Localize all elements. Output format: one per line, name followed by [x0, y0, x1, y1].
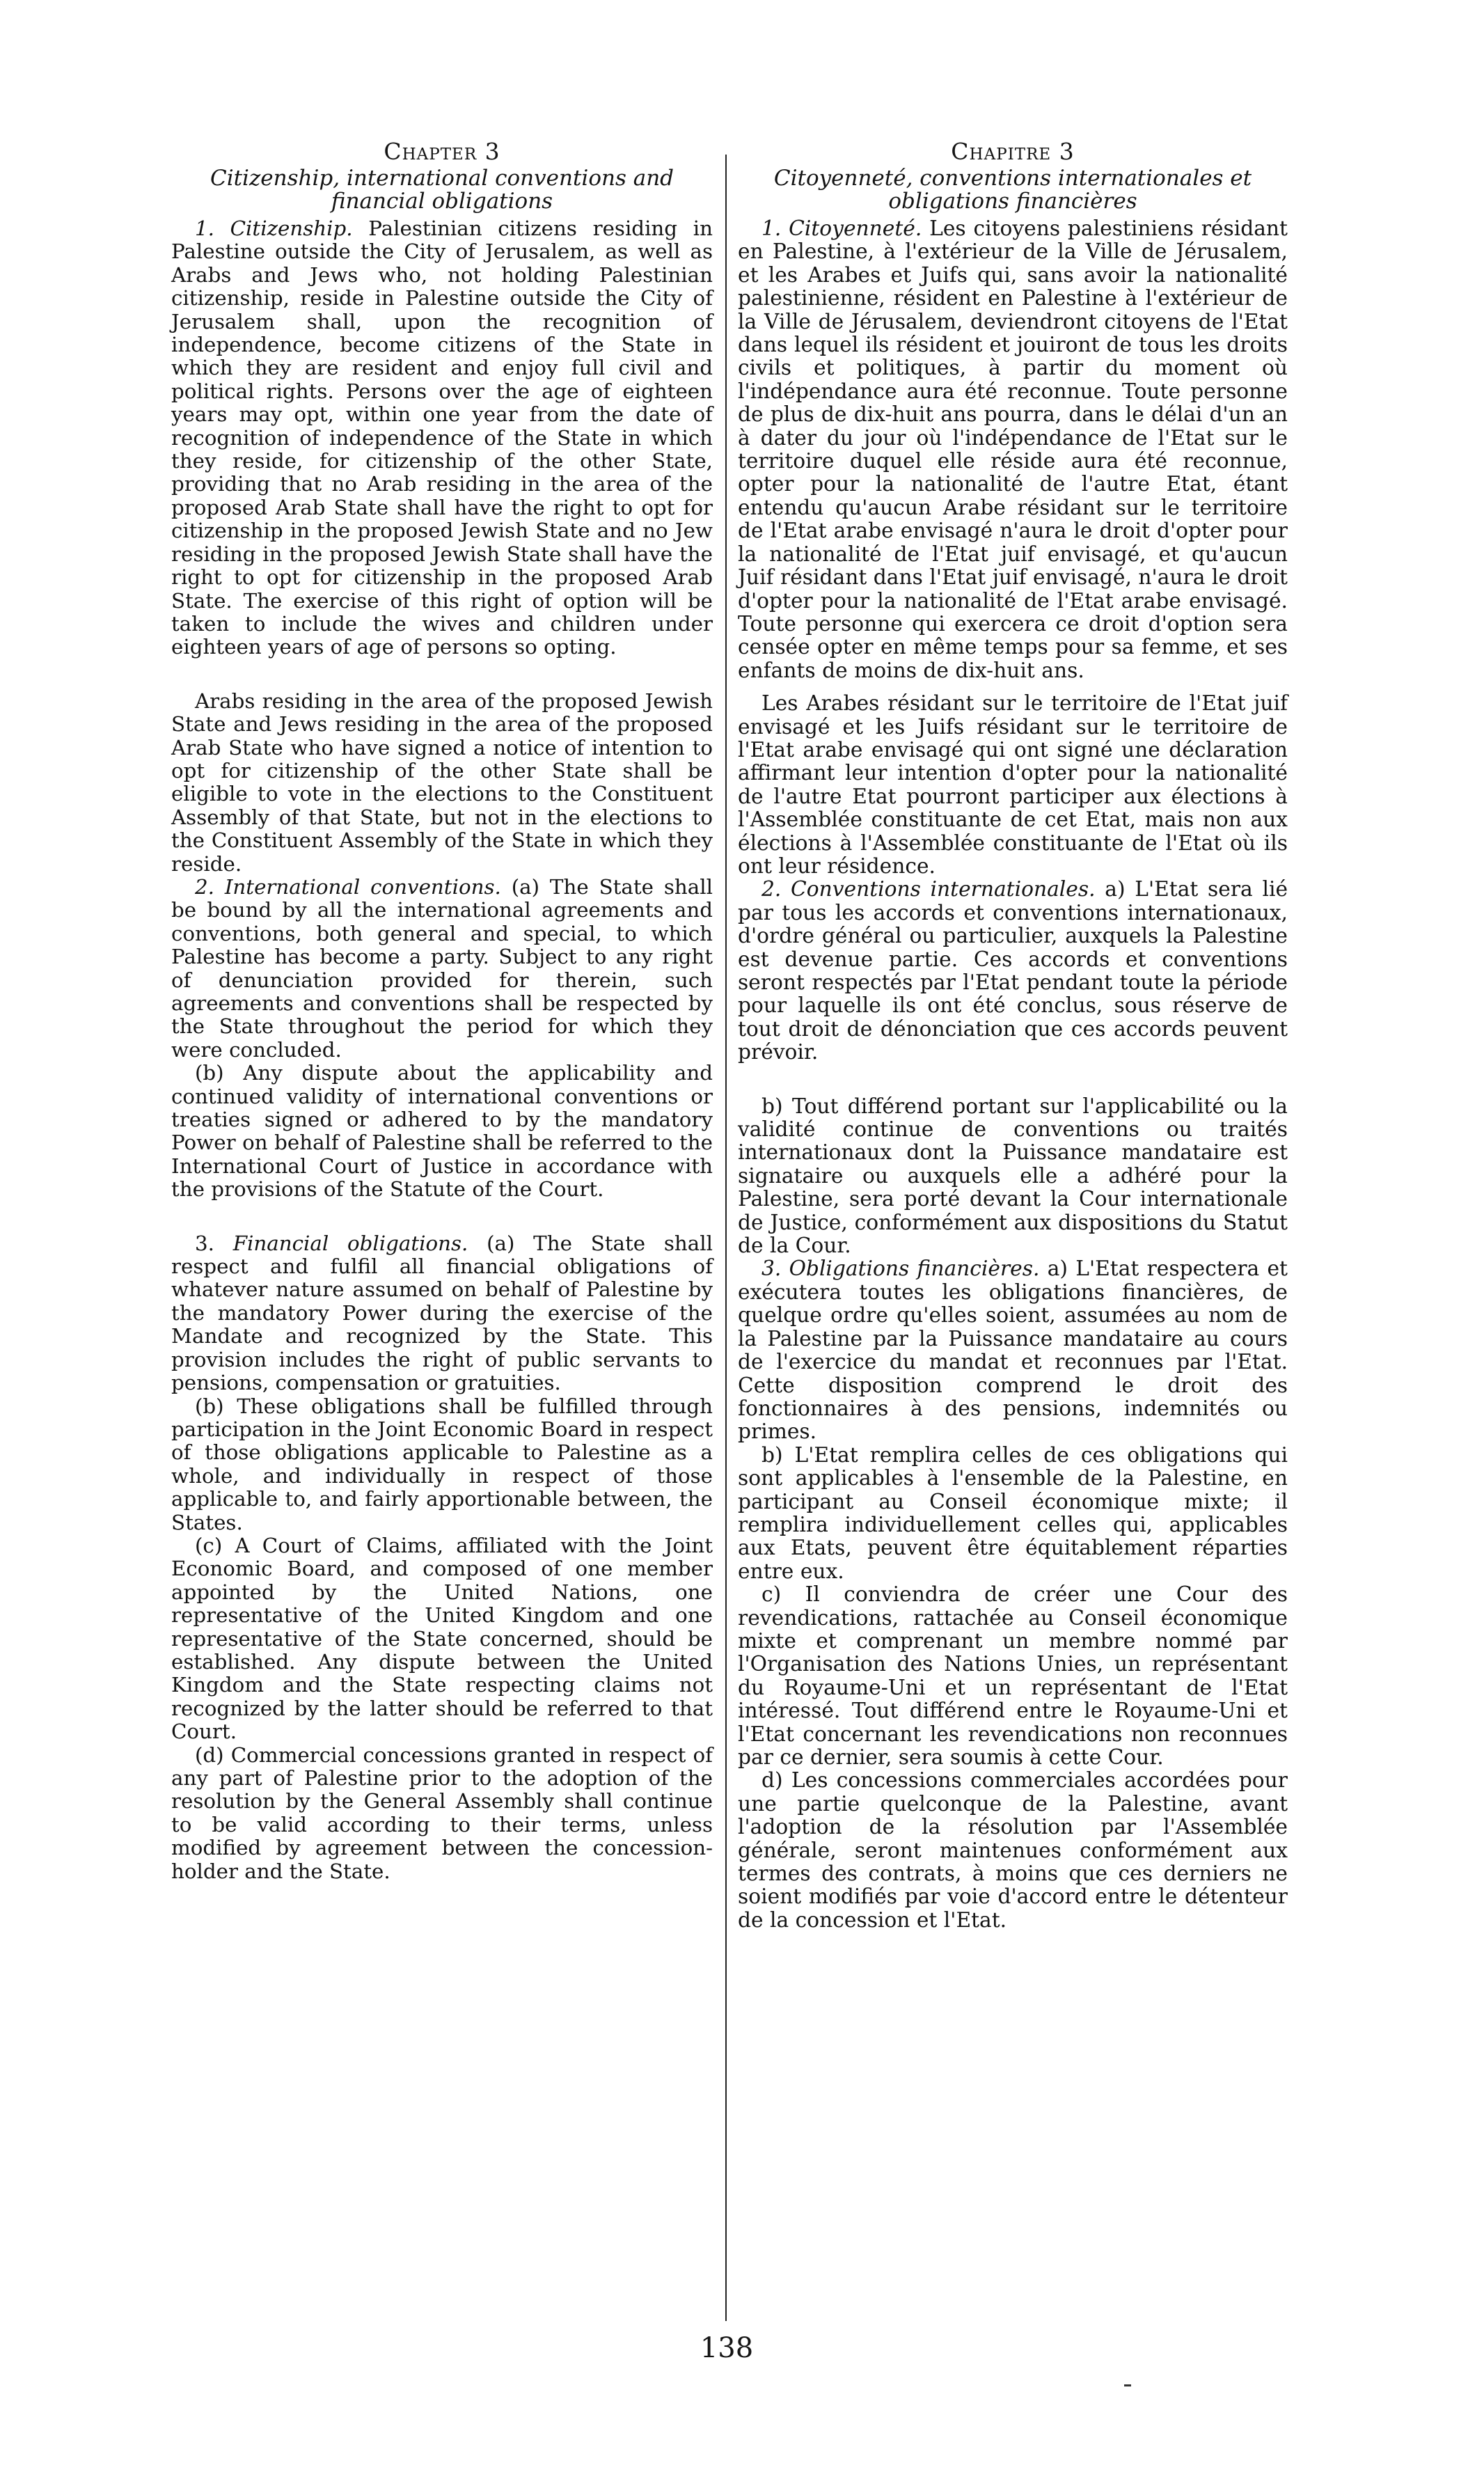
- chapter-heading: Chapter 3: [384, 138, 500, 165]
- paragraph-text: a) L'Etat sera lié par tous les accords et conventions internationaux, d'ordre général ou particulier, auxquels la Palestine est devenue partie. Ces accords et conventions seront respectés par l'Etat pendant toute la période pour laquelle ils ont été conclus, sous réserve de tout droit de dénonciation que ces accords peuvent prévoir.: [738, 877, 1288, 1065]
- paragraph-obligations-d: d) Les concessions commerciales accordées pour une partie quelconque de la Palestine, avant l'adoption de la résolution par l'Assemblée générale, seront maintenues conformément aux termes des contrats, à moins que ces derniers ne soient modifiés par voie d'accord entre le détenteur de la concession et l'Etat.: [738, 1768, 1288, 1933]
- chapter-title: Citoyenneté, conventions internationales et obligations financières: [773, 166, 1252, 214]
- chapter-title: Citizenship, international conventions and financial obligations: [210, 166, 674, 214]
- paragraph-financial-b: (b) These obligations shall be fulfilled through participation in the Joint Economic Board in respect of those obligations applicable to Palestine as a whole, and individually in respect of those applicable to, and fairly apportionable between, the States.: [171, 1394, 713, 1534]
- paragraph-obligations-c: c) Il conviendra de créer une Cour des revendications, rattachée au Conseil économique mixte et comprenant un membre nommé par l'Organisation des Nations Unies, un représentant du Royaume-Uni et un représentant de l'Etat intéressé. Tout différend entre le Royaume-Uni et l'Etat concernant les revendications non reconnues par ce dernier, sera soumis à cette Cour.: [738, 1582, 1288, 1770]
- section-label: 2. International conventions.: [195, 874, 501, 899]
- paragraph-conventions-internationales: [738, 878, 1288, 1064]
- print-mark: [1124, 2384, 1131, 2386]
- paragraph-voting: Arabs residing in the area of the proposed Jewish State and Jews residing in the area of the proposed Arab State who have signed a notice of intention to opt for citizenship of the other State shall be eligible to vote in the elections to the Constituent Assembly of that State, but not in the elections to the Constituent Assembly of the State in which they reside.: [171, 689, 713, 876]
- section-label: 2. Conventions internationales.: [761, 877, 1096, 902]
- column-divider: [725, 155, 727, 2321]
- english-column: [171, 139, 713, 1883]
- paragraph-conventions-b: b) Tout différend portant sur l'applicabilité ou la validité continue de conventions ou traités internationaux dont la Puissance mandataire est signataire ou auxquels elle a adhéré pour la Palestine, sera porté devant la Cour internationale de Justice, conformément aux dispositions du Statut de la Cour.: [738, 1094, 1288, 1259]
- paragraph-international-conventions: [171, 876, 713, 1062]
- paragraph-conventions-b: (b) Any dispute about the applicability and continued validity of international conventions or treaties signed or adhered to by the mandatory Power on behalf of Palestine shall be referred to the International Court of Justice in accordance with the provisions of the Statute of the Court.: [171, 1061, 713, 1202]
- paragraph-text: a) L'Etat respectera et exécutera toutes les obligations financières, de quelque ordre qu'elles soient, assumées au nom de la Palestine par la Puissance mandataire au cours de l'exercice du mandat et reconnues par l'Etat. Cette disposition comprend le droit des fonctionnaires à des pensions, indemnités ou primes.: [738, 1257, 1288, 1445]
- paragraph-obligations-b: b) L'Etat remplira celles de ces obligations qui sont applicables à l'ensemble de la Palestine, en participant au Conseil économique mixte; il remplira individuellement celles qui, applicables aux Etats, peuvent être équitablement réparties entre eux.: [738, 1442, 1288, 1584]
- paragraph-citoyennete: [738, 217, 1288, 682]
- section-number: 3.: [195, 1231, 214, 1255]
- paragraph-financial-obligations: [171, 1232, 713, 1395]
- section-label: 1. Citizenship.: [195, 217, 353, 240]
- paragraph-financial-c: (c) A Court of Claims, affiliated with the Joint Economic Board, and composed of one member appointed by the United Nations, one representative of the United Kingdom and one representative of the State concerned, should be established. Any dispute between the United Kingdom and the State respecting claims not recognized by the latter should be referred to that Court.: [171, 1533, 713, 1744]
- french-column: [738, 139, 1288, 1932]
- paragraph-text: Palestinian citizens residing in Palestine outside the City of Jerusalem, as well as Arabs and Jews who, not holding Palestinian citizenship, reside in Palestine outside the City of Jerusalem shall, upon the recognition of independence, become citizens of the State in which they are resident and enjoy full civil and political rights. Persons over the age of eighteen years may opt, within one year from the date of recognition of independence of the State in which they reside, for citizenship of the other State, providing that no Arab residing in the area of the proposed Arab State shall have the right to opt for citizenship in the proposed Jewish State and no Jew residing in the proposed Jewish State shall have the right to opt for citizenship in the proposed Arab State. The exercise of this right of option will be taken to include the wives and children under eighteen years of age of persons so opting.: [171, 217, 713, 659]
- section-label: 1. Citoyenneté.: [761, 217, 922, 241]
- paragraph-text: Les citoyens palestiniens résidant en Palestine, à l'extérieur de la Ville de Jérusalem, et les Arabes et Juifs qui, sans avoir la nationalité palestinienne, résident en Palestine à l'extérieur de la Ville de Jérusalem, deviendront citoyens de l'Etat dans lequel ils résident et jouiront de tous les droits civils et politiques, à partir du moment où l'indépendance aura été reconnue. Toute personne de plus de dix-huit ans pourra, dans le délai d'un an à dater du jour où l'indépendance de l'Etat sur le territoire duquel elle réside aura été reconnue, opter pour la nationalité de l'autre Etat, étant entendu qu'aucun Arabe résidant sur le territoire de l'Etat arabe envisagé n'aura le droit d'opter pour la nationalité de l'Etat juif envisagé, et qu'aucun Juif résidant dans l'Etat juif envisagé, n'aura le droit d'opter pour la nationalité de l'Etat arabe envisagé. Toute personne qui exercera ce droit d'option sera censée opter en même temps pour sa femme, et ses enfants de moins de dix-huit ans.: [738, 217, 1288, 683]
- chapter-heading: Chapitre 3: [951, 138, 1075, 165]
- section-label: 3. Obligations financières.: [761, 1257, 1040, 1282]
- paragraph-citizenship: [171, 217, 713, 659]
- paragraph-financial-d: (d) Commercial concessions granted in respect of any part of Palestine prior to the adoption of the resolution by the General Assembly shall continue to be valid according to their terms, unless modified by agreement between the concession-holder and the State.: [171, 1743, 713, 1883]
- paragraph-elections: Les Arabes résidant sur le territoire de l'Etat juif envisagé et les Juifs résidant sur le territoire de l'Etat arabe envisagé qui ont signé une déclaration affirmant leur intention d'opter pour la nationalité de l'autre Etat pourront participer aux élections à l'Assemblée constituante de cet Etat, mais non aux élections à l'Assemblée constituante de l'Etat où ils ont leur résidence.: [738, 691, 1288, 879]
- paragraph-text: (a) The State shall be bound by all the international agreements and conventions, both general and special, to which Palestine has become a party. Subject to any right of denunciation provided for therein, such agreements and conventions shall be respected by the State throughout the period for which they were concluded.: [171, 874, 713, 1062]
- paragraph-obligations-financieres: [738, 1257, 1288, 1443]
- page-number: 138: [700, 2332, 754, 2364]
- paragraph-text: (a) The State shall respect and fulfil all financial obligations of whatever nature assumed on behalf of Palestine by the mandatory Power during the exercise of the Mandate and recognized by the State. This provision includes the right of public servants to pensions, compensation or gratuities.: [171, 1231, 713, 1395]
- section-label: Financial obligations.: [232, 1231, 468, 1255]
